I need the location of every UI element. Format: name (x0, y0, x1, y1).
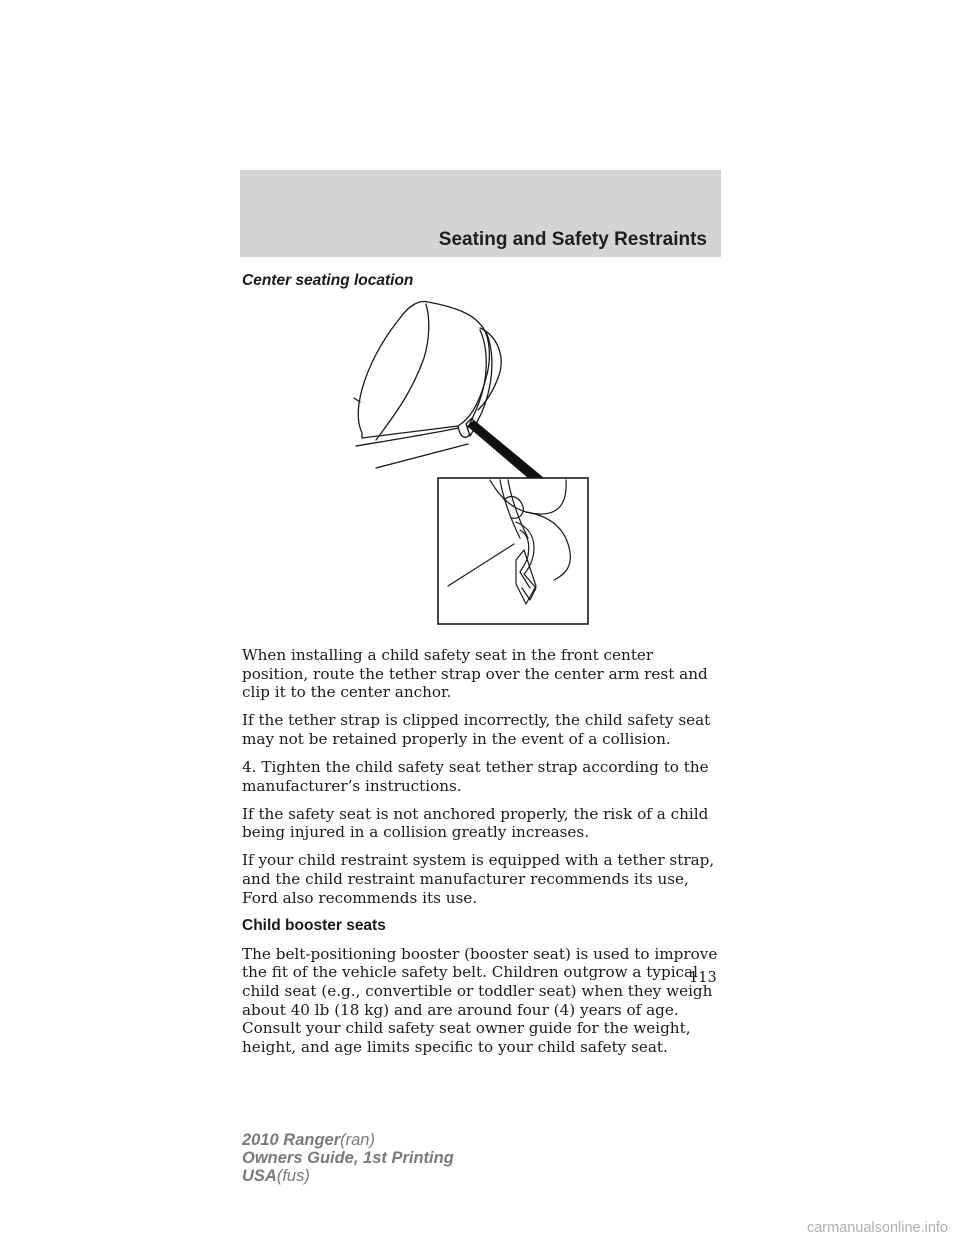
footer-edition: Owners Guide, 1st Printing (242, 1149, 454, 1167)
seat-tether-illustration (340, 298, 600, 628)
page-number: 113 (689, 970, 717, 986)
section-title: Center seating location (242, 272, 414, 289)
paragraph: The belt-positioning booster (booster seat) is used to improve the fit of the vehicle safety belt. Children outgrow a typical child seat (e.g., convertible or toddler seat) when they weigh about 40 lb (18 kg) and are around four (4) years of age. Consult your child safety seat owner guide for the weight, height, and age limits specific to your child safety seat. (242, 944, 718, 1056)
header-bar (240, 170, 721, 257)
paragraph: 4. Tighten the child safety seat tether strap according to the manufacturer’s instructions. (242, 757, 709, 795)
paragraph: When installing a child safety seat in the front center position, route the tether strap over the center arm rest and clip it to the center anchor. (242, 646, 708, 702)
seat-back-panel (376, 304, 429, 440)
seat-back-outline (358, 302, 489, 438)
footer-model: 2010 Ranger (242, 1131, 341, 1149)
watermark: carmanualsonline.info (806, 1220, 948, 1236)
floor-line (376, 444, 468, 468)
callout-wedge (467, 420, 544, 478)
body-text (242, 646, 722, 1066)
paragraph: If your child restraint system is equipped with a tether strap, and the child restraint manufacturer recommends its use, Ford also recommends its use. (242, 851, 715, 907)
subsection-title: Child booster seats (242, 916, 386, 934)
footer-model-code: (ran) (340, 1131, 375, 1149)
paragraph: If the safety seat is not anchored properly, the risk of a child being injured in a collision greatly increases. (242, 804, 709, 842)
page-header-title: Seating and Safety Restraints (438, 229, 707, 250)
paragraph: If the tether strap is clipped incorrectly, the child safety seat may not be retained properly in the event of a collision. (242, 711, 711, 748)
footer-market: USA (242, 1167, 277, 1185)
footer-market-code: (fus) (276, 1167, 310, 1185)
footer (242, 1131, 454, 1185)
